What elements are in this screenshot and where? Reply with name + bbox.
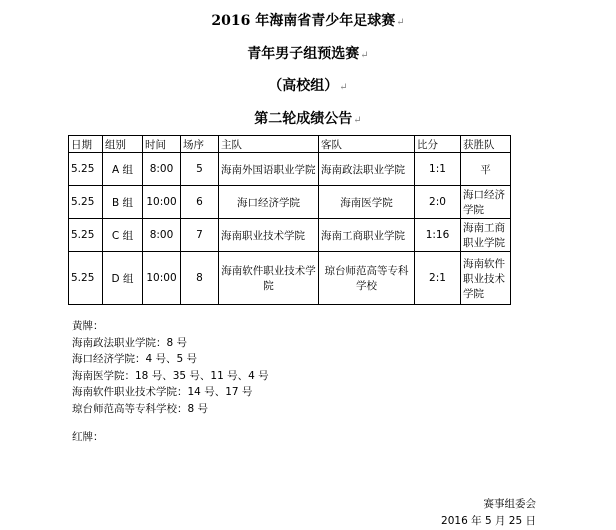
yellow-card-item: 海南医学院：18 号、35 号、11 号、4 号 xyxy=(72,369,269,382)
yellow-card-item: 海口经济学院：4 号、5 号 xyxy=(72,353,198,365)
cell-score: 1:16 xyxy=(415,219,461,252)
cell-home: 海南职业技术学院 xyxy=(219,219,319,252)
announcement-date: 2016 年 5 月 25 日 xyxy=(441,515,536,527)
table-header-row xyxy=(69,136,511,153)
cell-winner: 海口经济学院 xyxy=(461,186,511,219)
cell-order: 8 xyxy=(181,252,219,305)
cell-order: 6 xyxy=(181,186,219,219)
cell-score: 1:1 xyxy=(415,153,461,186)
cell-date: 5.25 xyxy=(69,252,103,305)
table-row xyxy=(69,252,511,305)
title-line-4: 第二轮成绩公告↵ xyxy=(254,111,362,127)
cell-away: 海南医学院 xyxy=(319,186,415,219)
organizer-signature: 赛事组委会 xyxy=(483,498,536,510)
cell-winner: 海南工商职业学院 xyxy=(461,219,511,252)
cell-date: 5.25 xyxy=(69,219,103,252)
cell-date: 5.25 xyxy=(69,153,103,186)
cell-time: 10:00 xyxy=(143,252,181,305)
yellow-card-label: 黄牌： xyxy=(72,320,104,332)
cell-time: 10:00 xyxy=(143,186,181,219)
header-away: 客队 xyxy=(319,136,415,153)
cell-home: 海南软件职业技术学院 xyxy=(219,252,319,305)
cell-time: 8:00 xyxy=(143,153,181,186)
yellow-card-item: 海南软件职业技术学院：14 号、17 号 xyxy=(72,386,253,398)
cell-group: B 组 xyxy=(103,186,143,219)
cell-score: 2:0 xyxy=(415,186,461,219)
cell-group: D 组 xyxy=(103,252,143,305)
cell-home: 海口经济学院 xyxy=(219,186,319,219)
cell-order: 7 xyxy=(181,219,219,252)
title-line-1: 2016 年海南省青少年足球赛↵ xyxy=(211,13,405,29)
table-row xyxy=(69,186,511,219)
yellow-card-item: 海南政法职业学院：8 号 xyxy=(72,336,188,349)
cell-away: 琼台师范高等专科学校 xyxy=(319,252,415,305)
cell-winner: 海南软件职业技术学院 xyxy=(461,252,511,305)
cell-group: A 组 xyxy=(103,153,143,186)
header-group: 组别 xyxy=(103,136,143,153)
header-home: 主队 xyxy=(219,136,319,153)
red-card-label: 红牌： xyxy=(72,431,104,443)
cell-winner: 平 xyxy=(461,153,511,186)
header-time: 时间 xyxy=(143,136,181,153)
title-line-2: 青年男子组预选赛↵ xyxy=(247,46,369,62)
title-line-3: （高校组）↵ xyxy=(268,78,348,94)
cell-score: 2:1 xyxy=(415,252,461,305)
cell-home: 海南外国语职业学院 xyxy=(219,153,319,186)
cell-order: 5 xyxy=(181,153,219,186)
cell-away: 海南工商职业学院 xyxy=(319,219,415,252)
header-winner: 获胜队 xyxy=(461,136,511,153)
results-table xyxy=(68,135,511,305)
cell-away: 海南政法职业学院 xyxy=(319,153,415,186)
header-order: 场序 xyxy=(181,136,219,153)
cell-group: C 组 xyxy=(103,219,143,252)
yellow-card-item: 琼台师范高等专科学校：8 号 xyxy=(72,402,209,415)
table-row xyxy=(69,219,511,252)
cell-time: 8:00 xyxy=(143,219,181,252)
cards-section xyxy=(72,318,269,446)
table-row xyxy=(69,153,511,186)
header-date: 日期 xyxy=(69,136,103,153)
header-score: 比分 xyxy=(415,136,461,153)
cell-date: 5.25 xyxy=(69,186,103,219)
